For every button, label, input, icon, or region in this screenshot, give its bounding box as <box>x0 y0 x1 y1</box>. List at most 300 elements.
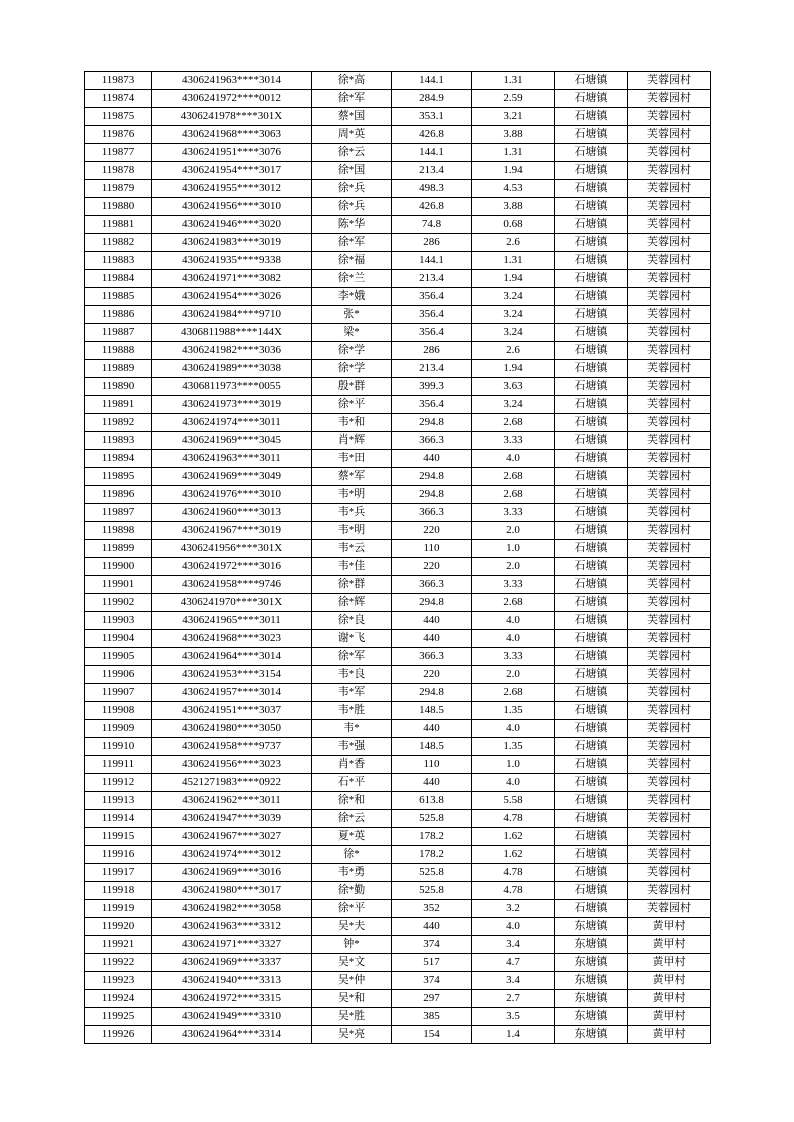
cell-rate: 3.33 <box>472 432 555 450</box>
cell-town: 石塘镇 <box>555 810 628 828</box>
cell-amount: 440 <box>392 450 472 468</box>
cell-amount: 374 <box>392 936 472 954</box>
cell-amount: 220 <box>392 522 472 540</box>
cell-rate: 4.53 <box>472 180 555 198</box>
cell-town: 石塘镇 <box>555 144 628 162</box>
cell-row-id: 119882 <box>85 234 152 252</box>
cell-name: 韦*强 <box>312 738 392 756</box>
cell-amount: 440 <box>392 720 472 738</box>
cell-village: 黄甲村 <box>628 990 711 1008</box>
cell-rate: 2.0 <box>472 522 555 540</box>
table-row <box>85 612 711 630</box>
cell-row-id: 119916 <box>85 846 152 864</box>
cell-name: 周*英 <box>312 126 392 144</box>
cell-name: 蔡*军 <box>312 468 392 486</box>
cell-row-id: 119900 <box>85 558 152 576</box>
cell-rate: 1.94 <box>472 162 555 180</box>
cell-rate: 3.24 <box>472 306 555 324</box>
cell-town: 石塘镇 <box>555 666 628 684</box>
cell-town: 石塘镇 <box>555 594 628 612</box>
cell-rate: 2.68 <box>472 594 555 612</box>
cell-row-id: 119876 <box>85 126 152 144</box>
cell-town: 石塘镇 <box>555 558 628 576</box>
cell-amount: 178.2 <box>392 846 472 864</box>
cell-row-id: 119899 <box>85 540 152 558</box>
cell-id-number: 4306241982****3036 <box>152 342 312 360</box>
cell-row-id: 119875 <box>85 108 152 126</box>
cell-village: 芙蓉园村 <box>628 396 711 414</box>
cell-amount: 297 <box>392 990 472 1008</box>
cell-village: 芙蓉园村 <box>628 810 711 828</box>
cell-amount: 440 <box>392 774 472 792</box>
cell-id-number: 4306241973****3019 <box>152 396 312 414</box>
cell-village: 黄甲村 <box>628 1026 711 1044</box>
table-row <box>85 288 711 306</box>
cell-village: 芙蓉园村 <box>628 72 711 90</box>
cell-row-id: 119901 <box>85 576 152 594</box>
cell-amount: 366.3 <box>392 504 472 522</box>
cell-row-id: 119906 <box>85 666 152 684</box>
cell-amount: 148.5 <box>392 738 472 756</box>
cell-village: 芙蓉园村 <box>628 864 711 882</box>
table-row <box>85 468 711 486</box>
cell-name: 徐*军 <box>312 90 392 108</box>
cell-id-number: 4306241969****3016 <box>152 864 312 882</box>
cell-rate: 5.58 <box>472 792 555 810</box>
cell-id-number: 4306241951****3076 <box>152 144 312 162</box>
cell-amount: 154 <box>392 1026 472 1044</box>
cell-name: 韦* <box>312 720 392 738</box>
cell-amount: 178.2 <box>392 828 472 846</box>
table-row <box>85 954 711 972</box>
cell-name: 蔡*国 <box>312 108 392 126</box>
cell-row-id: 119926 <box>85 1026 152 1044</box>
cell-id-number: 4306241954****3017 <box>152 162 312 180</box>
cell-amount: 74.8 <box>392 216 472 234</box>
cell-row-id: 119903 <box>85 612 152 630</box>
cell-row-id: 119880 <box>85 198 152 216</box>
cell-id-number: 4306811988****144X <box>152 324 312 342</box>
cell-village: 芙蓉园村 <box>628 270 711 288</box>
cell-id-number: 4306241978****301X <box>152 108 312 126</box>
cell-town: 石塘镇 <box>555 198 628 216</box>
cell-rate: 4.0 <box>472 612 555 630</box>
table-row <box>85 720 711 738</box>
cell-rate: 2.0 <box>472 666 555 684</box>
cell-rate: 1.4 <box>472 1026 555 1044</box>
cell-village: 芙蓉园村 <box>628 342 711 360</box>
table-row <box>85 918 711 936</box>
cell-amount: 399.3 <box>392 378 472 396</box>
cell-town: 石塘镇 <box>555 162 628 180</box>
cell-rate: 1.62 <box>472 846 555 864</box>
cell-rate: 1.94 <box>472 270 555 288</box>
cell-village: 黄甲村 <box>628 918 711 936</box>
table-row <box>85 846 711 864</box>
cell-name: 韦*良 <box>312 666 392 684</box>
cell-village: 芙蓉园村 <box>628 414 711 432</box>
cell-row-id: 119902 <box>85 594 152 612</box>
cell-id-number: 4306241957****3014 <box>152 684 312 702</box>
table-row <box>85 756 711 774</box>
cell-town: 石塘镇 <box>555 432 628 450</box>
cell-name: 徐*军 <box>312 648 392 666</box>
cell-town: 东塘镇 <box>555 990 628 1008</box>
cell-town: 石塘镇 <box>555 774 628 792</box>
cell-amount: 366.3 <box>392 432 472 450</box>
cell-name: 徐*平 <box>312 900 392 918</box>
table-row <box>85 144 711 162</box>
cell-row-id: 119925 <box>85 1008 152 1026</box>
cell-id-number: 4306241980****3050 <box>152 720 312 738</box>
cell-id-number: 4306241968****3023 <box>152 630 312 648</box>
cell-rate: 1.62 <box>472 828 555 846</box>
cell-id-number: 4306241967****3019 <box>152 522 312 540</box>
cell-village: 芙蓉园村 <box>628 720 711 738</box>
table-row <box>85 306 711 324</box>
table-row <box>85 342 711 360</box>
cell-town: 石塘镇 <box>555 288 628 306</box>
cell-amount: 440 <box>392 612 472 630</box>
cell-id-number: 4306241971****3082 <box>152 270 312 288</box>
cell-village: 芙蓉园村 <box>628 126 711 144</box>
cell-town: 石塘镇 <box>555 234 628 252</box>
cell-id-number: 4306241963****3312 <box>152 918 312 936</box>
table-row <box>85 396 711 414</box>
cell-name: 徐*云 <box>312 144 392 162</box>
cell-village: 芙蓉园村 <box>628 900 711 918</box>
cell-village: 芙蓉园村 <box>628 324 711 342</box>
table-row <box>85 558 711 576</box>
cell-town: 石塘镇 <box>555 702 628 720</box>
cell-row-id: 119895 <box>85 468 152 486</box>
cell-rate: 1.31 <box>472 72 555 90</box>
cell-id-number: 4306241958****9737 <box>152 738 312 756</box>
cell-town: 石塘镇 <box>555 252 628 270</box>
cell-town: 东塘镇 <box>555 936 628 954</box>
cell-row-id: 119914 <box>85 810 152 828</box>
cell-town: 石塘镇 <box>555 576 628 594</box>
cell-id-number: 4306241964****3314 <box>152 1026 312 1044</box>
cell-amount: 356.4 <box>392 306 472 324</box>
cell-rate: 3.4 <box>472 936 555 954</box>
cell-village: 芙蓉园村 <box>628 594 711 612</box>
cell-amount: 366.3 <box>392 648 472 666</box>
cell-village: 芙蓉园村 <box>628 882 711 900</box>
cell-village: 芙蓉园村 <box>628 486 711 504</box>
cell-town: 石塘镇 <box>555 378 628 396</box>
cell-town: 石塘镇 <box>555 90 628 108</box>
cell-village: 芙蓉园村 <box>628 432 711 450</box>
cell-rate: 3.4 <box>472 972 555 990</box>
cell-rate: 2.7 <box>472 990 555 1008</box>
cell-town: 石塘镇 <box>555 180 628 198</box>
cell-rate: 3.33 <box>472 576 555 594</box>
cell-rate: 4.0 <box>472 450 555 468</box>
cell-rate: 2.6 <box>472 342 555 360</box>
cell-village: 芙蓉园村 <box>628 504 711 522</box>
cell-amount: 352 <box>392 900 472 918</box>
cell-rate: 2.68 <box>472 414 555 432</box>
cell-village: 芙蓉园村 <box>628 144 711 162</box>
table-row <box>85 774 711 792</box>
table-row <box>85 1008 711 1026</box>
table-row <box>85 198 711 216</box>
cell-amount: 294.8 <box>392 468 472 486</box>
table-row <box>85 450 711 468</box>
cell-town: 石塘镇 <box>555 504 628 522</box>
cell-id-number: 4306241947****3039 <box>152 810 312 828</box>
cell-town: 石塘镇 <box>555 882 628 900</box>
cell-amount: 284.9 <box>392 90 472 108</box>
cell-id-number: 4306241956****3023 <box>152 756 312 774</box>
cell-amount: 144.1 <box>392 252 472 270</box>
cell-town: 东塘镇 <box>555 1008 628 1026</box>
cell-town: 石塘镇 <box>555 126 628 144</box>
cell-village: 芙蓉园村 <box>628 666 711 684</box>
records-table <box>84 71 711 1044</box>
cell-row-id: 119891 <box>85 396 152 414</box>
cell-row-id: 119886 <box>85 306 152 324</box>
cell-name: 吴*仲 <box>312 972 392 990</box>
cell-amount: 110 <box>392 756 472 774</box>
cell-amount: 440 <box>392 630 472 648</box>
cell-rate: 3.2 <box>472 900 555 918</box>
table-row <box>85 648 711 666</box>
cell-amount: 294.8 <box>392 414 472 432</box>
table-row <box>85 234 711 252</box>
cell-amount: 353.1 <box>392 108 472 126</box>
cell-name: 徐*辉 <box>312 594 392 612</box>
cell-rate: 1.94 <box>472 360 555 378</box>
cell-village: 芙蓉园村 <box>628 702 711 720</box>
cell-amount: 294.8 <box>392 684 472 702</box>
cell-village: 芙蓉园村 <box>628 198 711 216</box>
cell-rate: 1.0 <box>472 540 555 558</box>
cell-town: 石塘镇 <box>555 270 628 288</box>
cell-rate: 3.88 <box>472 198 555 216</box>
cell-village: 芙蓉园村 <box>628 684 711 702</box>
cell-amount: 356.4 <box>392 288 472 306</box>
cell-town: 石塘镇 <box>555 324 628 342</box>
cell-rate: 2.68 <box>472 684 555 702</box>
cell-amount: 385 <box>392 1008 472 1026</box>
table-row <box>85 216 711 234</box>
cell-rate: 1.0 <box>472 756 555 774</box>
cell-id-number: 4306241984****9710 <box>152 306 312 324</box>
cell-amount: 613.8 <box>392 792 472 810</box>
records-table-body <box>85 72 711 1044</box>
cell-row-id: 119910 <box>85 738 152 756</box>
cell-name: 吴*和 <box>312 990 392 1008</box>
cell-rate: 4.0 <box>472 774 555 792</box>
cell-amount: 374 <box>392 972 472 990</box>
cell-village: 芙蓉园村 <box>628 540 711 558</box>
cell-amount: 525.8 <box>392 810 472 828</box>
cell-town: 石塘镇 <box>555 900 628 918</box>
table-row <box>85 90 711 108</box>
cell-village: 芙蓉园村 <box>628 252 711 270</box>
cell-village: 芙蓉园村 <box>628 450 711 468</box>
cell-village: 芙蓉园村 <box>628 288 711 306</box>
cell-amount: 525.8 <box>392 864 472 882</box>
cell-id-number: 4306241940****3313 <box>152 972 312 990</box>
cell-amount: 286 <box>392 342 472 360</box>
cell-name: 徐*良 <box>312 612 392 630</box>
cell-row-id: 119874 <box>85 90 152 108</box>
table-row <box>85 162 711 180</box>
cell-village: 芙蓉园村 <box>628 648 711 666</box>
cell-row-id: 119923 <box>85 972 152 990</box>
cell-name: 陈*华 <box>312 216 392 234</box>
cell-row-id: 119881 <box>85 216 152 234</box>
table-row <box>85 324 711 342</box>
cell-amount: 286 <box>392 234 472 252</box>
cell-row-id: 119921 <box>85 936 152 954</box>
cell-name: 徐*平 <box>312 396 392 414</box>
cell-name: 梁* <box>312 324 392 342</box>
table-row <box>85 486 711 504</box>
cell-id-number: 4306241962****3011 <box>152 792 312 810</box>
cell-town: 石塘镇 <box>555 738 628 756</box>
cell-village: 黄甲村 <box>628 954 711 972</box>
cell-id-number: 4306241964****3014 <box>152 648 312 666</box>
cell-id-number: 4306241971****3327 <box>152 936 312 954</box>
cell-rate: 3.5 <box>472 1008 555 1026</box>
cell-name: 韦*勇 <box>312 864 392 882</box>
cell-name: 徐*国 <box>312 162 392 180</box>
cell-rate: 2.68 <box>472 486 555 504</box>
cell-village: 芙蓉园村 <box>628 612 711 630</box>
cell-id-number: 4306241946****3020 <box>152 216 312 234</box>
cell-name: 徐*军 <box>312 234 392 252</box>
cell-row-id: 119919 <box>85 900 152 918</box>
cell-rate: 1.31 <box>472 252 555 270</box>
cell-rate: 4.78 <box>472 882 555 900</box>
table-row <box>85 666 711 684</box>
cell-amount: 220 <box>392 558 472 576</box>
cell-rate: 3.24 <box>472 324 555 342</box>
cell-id-number: 4306241958****9746 <box>152 576 312 594</box>
cell-id-number: 4306241963****3011 <box>152 450 312 468</box>
cell-amount: 213.4 <box>392 360 472 378</box>
cell-amount: 148.5 <box>392 702 472 720</box>
cell-town: 石塘镇 <box>555 648 628 666</box>
cell-town: 石塘镇 <box>555 396 628 414</box>
cell-name: 徐*兰 <box>312 270 392 288</box>
cell-rate: 1.31 <box>472 144 555 162</box>
cell-id-number: 4306241989****3038 <box>152 360 312 378</box>
table-row <box>85 738 711 756</box>
cell-village: 芙蓉园村 <box>628 828 711 846</box>
cell-town: 石塘镇 <box>555 450 628 468</box>
cell-village: 芙蓉园村 <box>628 792 711 810</box>
cell-id-number: 4306241972****3016 <box>152 558 312 576</box>
cell-row-id: 119877 <box>85 144 152 162</box>
cell-name: 徐*福 <box>312 252 392 270</box>
cell-village: 芙蓉园村 <box>628 468 711 486</box>
cell-rate: 2.0 <box>472 558 555 576</box>
cell-rate: 0.68 <box>472 216 555 234</box>
cell-amount: 144.1 <box>392 72 472 90</box>
cell-town: 石塘镇 <box>555 828 628 846</box>
cell-rate: 4.78 <box>472 810 555 828</box>
cell-amount: 356.4 <box>392 396 472 414</box>
cell-name: 韦*田 <box>312 450 392 468</box>
cell-town: 石塘镇 <box>555 792 628 810</box>
cell-town: 东塘镇 <box>555 954 628 972</box>
cell-id-number: 4306241970****301X <box>152 594 312 612</box>
cell-village: 芙蓉园村 <box>628 360 711 378</box>
cell-name: 徐*和 <box>312 792 392 810</box>
table-row <box>85 270 711 288</box>
cell-amount: 294.8 <box>392 486 472 504</box>
cell-village: 黄甲村 <box>628 936 711 954</box>
cell-village: 黄甲村 <box>628 972 711 990</box>
cell-amount: 426.8 <box>392 198 472 216</box>
cell-name: 李*娥 <box>312 288 392 306</box>
cell-town: 石塘镇 <box>555 720 628 738</box>
cell-amount: 110 <box>392 540 472 558</box>
table-row <box>85 252 711 270</box>
cell-id-number: 4306241974****3012 <box>152 846 312 864</box>
cell-id-number: 4306241949****3310 <box>152 1008 312 1026</box>
cell-town: 石塘镇 <box>555 306 628 324</box>
cell-row-id: 119915 <box>85 828 152 846</box>
cell-amount: 356.4 <box>392 324 472 342</box>
cell-id-number: 4521271983****0922 <box>152 774 312 792</box>
cell-id-number: 4306241969****3337 <box>152 954 312 972</box>
cell-name: 吴*亮 <box>312 1026 392 1044</box>
cell-id-number: 4306241980****3017 <box>152 882 312 900</box>
table-row <box>85 108 711 126</box>
cell-row-id: 119883 <box>85 252 152 270</box>
cell-row-id: 119890 <box>85 378 152 396</box>
cell-village: 芙蓉园村 <box>628 90 711 108</box>
cell-amount: 294.8 <box>392 594 472 612</box>
cell-name: 徐*高 <box>312 72 392 90</box>
cell-name: 张* <box>312 306 392 324</box>
cell-village: 芙蓉园村 <box>628 846 711 864</box>
cell-name: 徐*群 <box>312 576 392 594</box>
cell-town: 石塘镇 <box>555 360 628 378</box>
cell-rate: 4.0 <box>472 918 555 936</box>
cell-id-number: 4306241953****3154 <box>152 666 312 684</box>
cell-name: 肖*香 <box>312 756 392 774</box>
cell-amount: 366.3 <box>392 576 472 594</box>
table-row <box>85 1026 711 1044</box>
cell-name: 殷*群 <box>312 378 392 396</box>
table-row <box>85 576 711 594</box>
cell-rate: 1.35 <box>472 738 555 756</box>
cell-row-id: 119873 <box>85 72 152 90</box>
cell-rate: 4.7 <box>472 954 555 972</box>
cell-name: 谢*飞 <box>312 630 392 648</box>
cell-town: 石塘镇 <box>555 522 628 540</box>
cell-row-id: 119887 <box>85 324 152 342</box>
cell-village: 芙蓉园村 <box>628 576 711 594</box>
cell-amount: 213.4 <box>392 162 472 180</box>
cell-row-id: 119892 <box>85 414 152 432</box>
cell-row-id: 119884 <box>85 270 152 288</box>
cell-amount: 440 <box>392 918 472 936</box>
cell-village: 芙蓉园村 <box>628 522 711 540</box>
cell-name: 韦*云 <box>312 540 392 558</box>
cell-row-id: 119894 <box>85 450 152 468</box>
cell-id-number: 4306241969****3045 <box>152 432 312 450</box>
cell-amount: 426.8 <box>392 126 472 144</box>
cell-id-number: 4306241965****3011 <box>152 612 312 630</box>
